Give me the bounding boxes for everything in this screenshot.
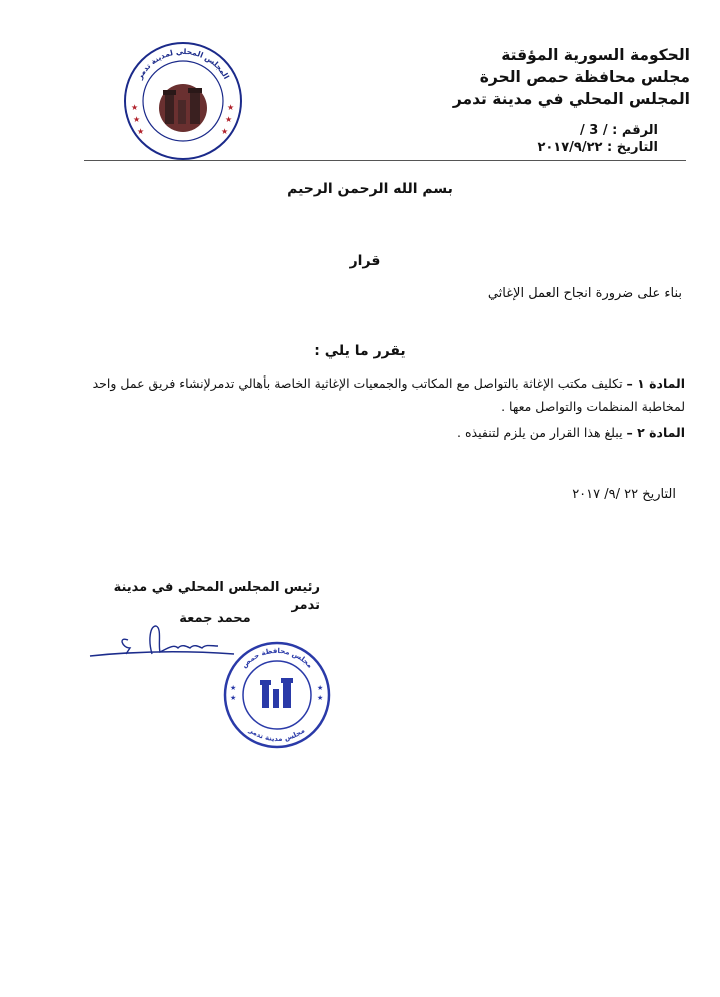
seal-top-text: المجلس المحلي لمدينة تدمر [135,46,232,81]
handwritten-signature [88,620,238,662]
seal-stamp-icon [222,640,332,750]
article-1-label: المادة ١ – [626,376,685,391]
decides-heading: يقرر ما يلي : [314,343,406,359]
svg-text:★: ★ [137,127,145,136]
reference-number: الرقم : / 3 / [580,123,658,138]
svg-text:★: ★ [227,103,235,112]
decision-title: قرار [349,253,381,269]
signatory-title: رئيس المجلس المحلي في مدينة تدمر [113,580,320,613]
reference-block [398,122,658,156]
basmala: بسم الله الرحمن الرحيم [287,181,453,197]
article-2-text: يبلغ هذا القرار من يلزم لتنفيذه . [457,425,627,440]
letterhead-governorate: مجلس محافظة حمص الحرة [479,68,690,86]
svg-text:★: ★ [133,115,141,124]
letterhead-government: الحكومة السورية المؤقتة [501,46,690,64]
svg-text:★: ★ [131,103,139,112]
article-2 [75,424,685,442]
seal-bottom-top-text: مجلس محافظة حمص [240,646,314,670]
council-seal-bottom [222,640,332,750]
article-1 [75,372,685,418]
reference-date: التاريخ : ٢٠١٧/٩/٢٢ [537,140,658,155]
header-divider [84,160,686,161]
seal-bottom-bottom-text: مجلس مدينة تدمر [247,726,307,744]
letterhead [410,44,690,110]
svg-text:★: ★ [230,694,237,702]
svg-text:★: ★ [230,684,237,692]
signatory-name: محمد جمعة [179,611,251,626]
svg-text:★: ★ [317,684,324,692]
letterhead-local-council: المجلس المحلي في مدينة تدمر [452,90,690,108]
svg-text:★: ★ [221,127,229,136]
whereas-clause: بناء على ضرورة انجاح العمل الإغاثي [487,286,682,301]
decision-date: التاريخ ٢٢ /٩/ ٢٠١٧ [572,487,676,502]
svg-text:★: ★ [317,694,324,702]
seal-logo-icon [122,40,244,162]
article-1-text: تكليف مكتب الإغاثة بالتواصل مع المكاتب والجمعيات الإغاثية الخاصة بأهالي تدمرلإنشاء فريق عمل واحد لمخاطبة المنظمات والتواصل معها . [92,376,685,414]
svg-text:★: ★ [225,115,233,124]
council-seal-top [122,40,244,162]
article-2-label: المادة ٢ – [626,425,685,440]
